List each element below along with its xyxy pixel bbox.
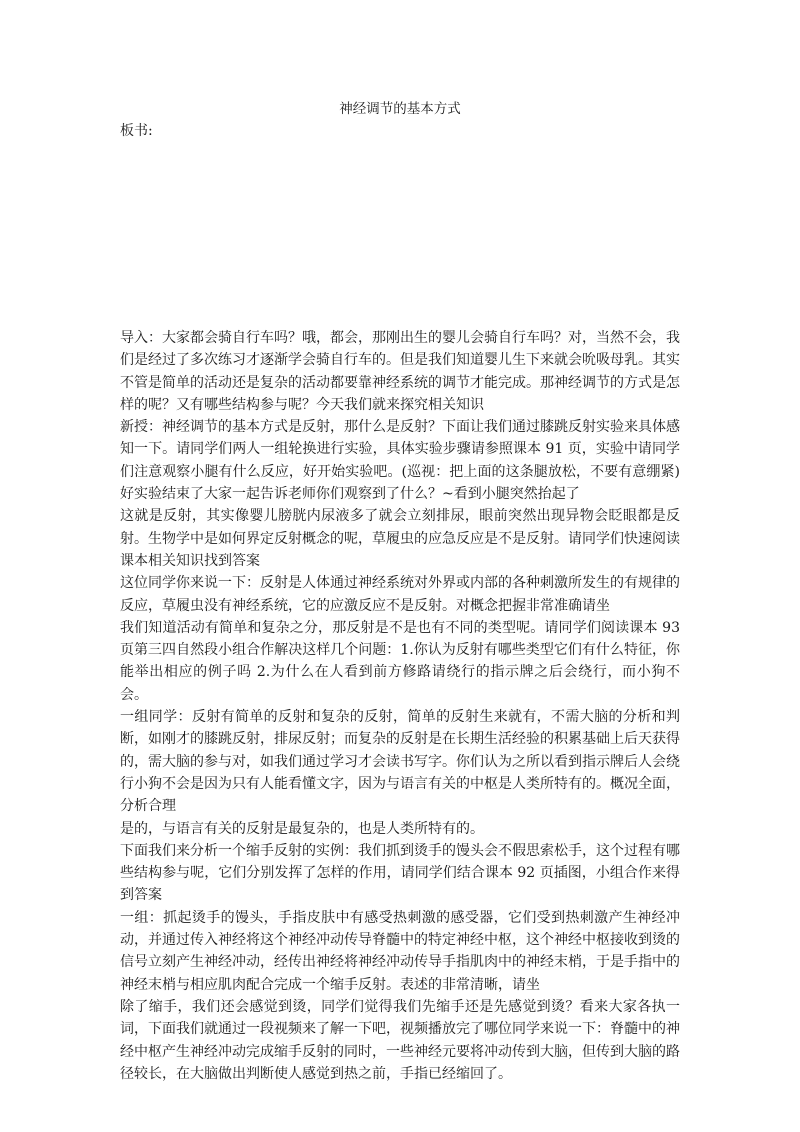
blackboard-blank-area	[120, 145, 680, 320]
paragraph-withdrawal-reflex: 下面我们来分析一个缩手反射的实例：我们抓到烫手的馒头会不假思索松手，这个过程有哪些结构参与呢，它们分别发挥了怎样的作用，请同学们结合课本 92 页插图，小组合作来得到答案	[120, 842, 680, 904]
paragraph-group-one-answer: 一组：抓起烫手的馒头，手指皮肤中有感受热刺激的感受器，它们受到热刺激产生神经冲动，并通过传入神经将这个神经冲动传导脊髓中的特定神经中枢，这个神经中枢接收到烫的信号立刻产生神经冲动，经传出神经将神经冲动传导手指肌肉中的神经末梢，于是手指中的神经末梢与相应肌肉配合完成一个缩手反射。表述的非常清晰，请坐	[120, 909, 680, 993]
paragraph-new-lesson: 新授：神经调节的基本方式是反射，那什么是反射？下面让我们通过膝跳反射实验来具体感知一下。请同学们两人一组轮换进行实验，具体实验步骤请参照课本 91 页，实验中请同学们注意观察小腿有什么反应，好开始实验吧。(巡视：把上面的这条腿放松，不要有意绷紧)好实验结束了大家一起告诉老师你们观察到了什么？~看到小腿突然抬起了	[120, 419, 680, 503]
paragraph-reflex-examples: 这就是反射，其实像婴儿膀胱内尿液多了就会立刻排尿，眼前突然出现异物会眨眼都是反射。生物学中是如何界定反射概念的呢，草履虫的应急反应是不是反射。请同学们快速阅读课本相关知识找到答案	[120, 508, 680, 569]
paragraph-intro: 导入：大家都会骑自行车吗？哦，都会，那刚出生的婴儿会骑自行车吗？对，当然不会，我们是经过了多次练习才逐渐学会骑自行车的。但是我们知道婴儿生下来就会吮吸母乳。其实不管是简单的活动还是复杂的活动都要靠神经系统的调节才能完成。那神经调节的方式是怎样的呢？又有哪些结构参与呢？今天我们就来探究相关知识	[120, 330, 680, 413]
page-title: 神经调节的基本方式	[339, 101, 461, 117]
board-label: 板书:	[120, 123, 153, 139]
paragraph-language-reflex: 是的，与语言有关的反射是最复杂的，也是人类所特有的。	[120, 820, 484, 837]
lesson-body	[120, 327, 680, 1085]
paragraph-sensation: 除了缩手，我们还会感觉到烫，同学们觉得我们先缩手还是先感觉到烫？看来大家各执一词，下面我们就通过一段视频来了解一下吧，视频播放完了哪位同学来说一下：脊髓中的神经中枢产生神经冲动完成缩手反射的同时，一些神经元要将冲动传到大脑，但传到大脑的路径较长，在大脑做出判断使人感觉到热之前，手指已经缩回了。	[120, 998, 680, 1082]
paragraph-reflex-types-question: 我们知道活动有简单和复杂之分，那反射是不是也有不同的类型呢。请同学们阅读课本 93 页第三四自然段小组合作解决这样几个问题：1.你认为反射有哪些类型它们有什么特征，你能举出相应的例子吗 2.为什么在人看到前方修路请绕行的指示牌之后会绕行，而小狗不会。	[120, 619, 680, 703]
paragraph-reflex-definition: 这位同学你来说一下：反射是人体通过神经系统对外界或内部的各种刺激所发生的有规律的反应，草履虫没有神经系统，它的应激反应不是反射。对概念把握非常准确请坐	[120, 575, 680, 614]
paragraph-group-answer: 一组同学：反射有简单的反射和复杂的反射，简单的反射生来就有，不需大脑的分析和判断，如刚才的膝跳反射，排尿反射；而复杂的反射是在长期生活经验的积累基础上后天获得的，需大脑的参与对，如我们通过学习才会读书写字。你们认为之所以看到指示牌后人会绕行小狗不会是因为只有人能看懂文字，因为与语言有关的中枢是人类所特有的。概况全面，分析合理	[120, 709, 680, 815]
